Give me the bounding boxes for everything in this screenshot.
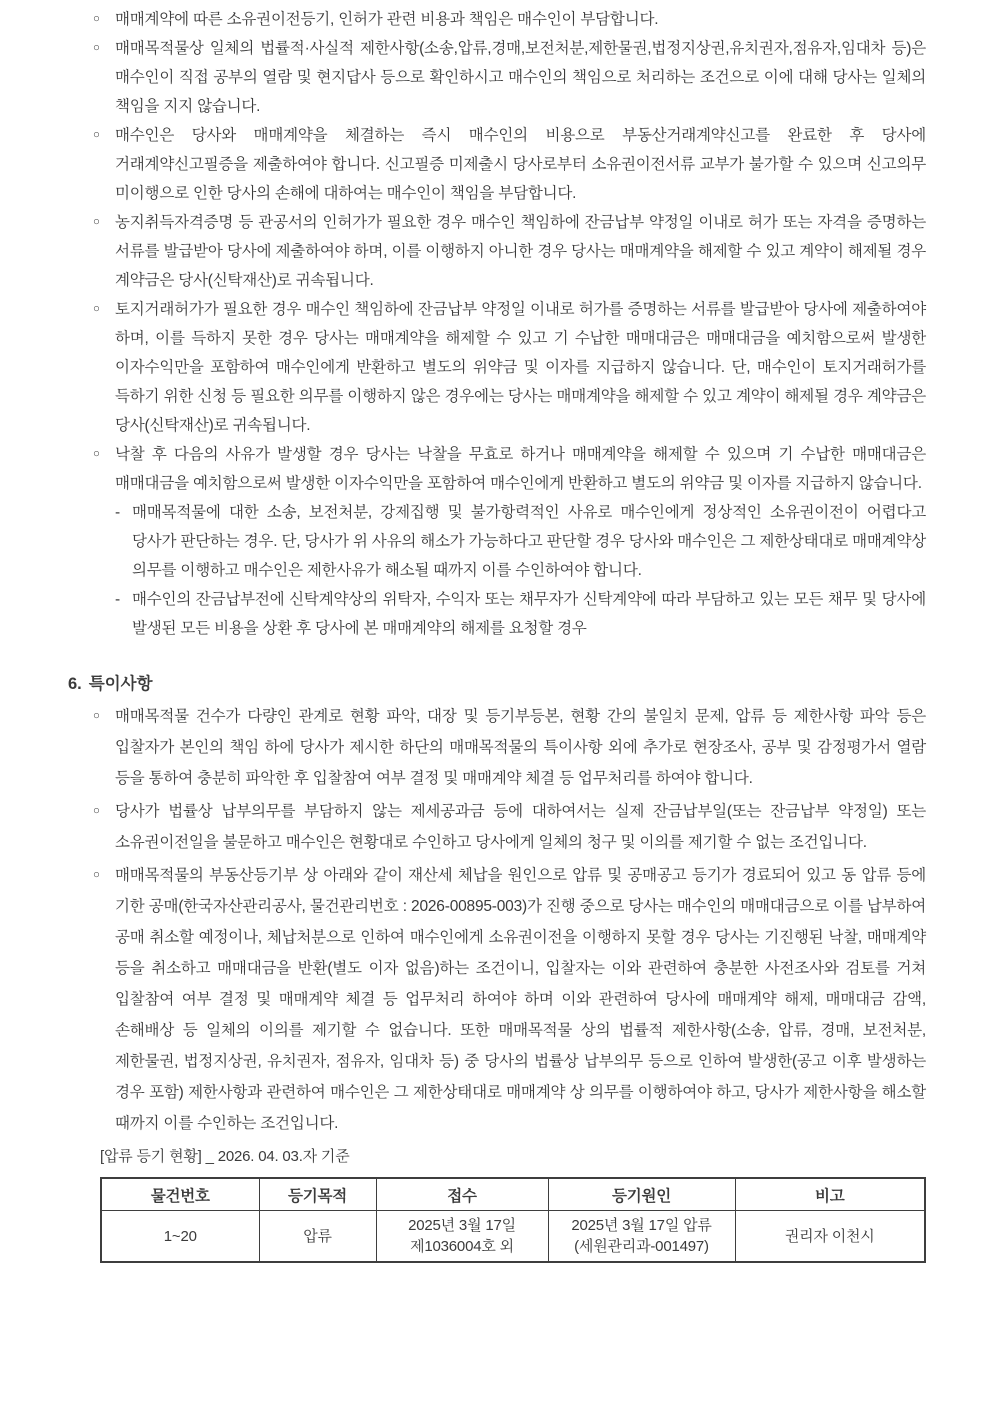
sub-list-item-text: 매수인의 잔금납부전에 신탁계약상의 위탁자, 수익자 또는 채무자가 신탁계약에 따라 부담하고 있는 모든 채무 및 당사에 발생된 모든 비용을 상환 후 당사에 본 매매계약의 해제를 요청할 경우 (132, 591, 926, 637)
list-item-text: 매매목적물의 부동산등기부 상 아래와 같이 재산세 체납을 원인으로 압류 및 공매공고 등기가 경료되어 있고 동 압류 등에 기한 공매(한국자산관리공사, 물건관리번호 : 2026-00895-003)가 진행 중으로 당사는 매수인의 매매대금으로 이를 납부하여 공매 취소할 예정이나, 체납처분으로 인하여 매수인에게 소유권이전을 이행하지 못할 경우 당사는 기진행된 낙찰, 매매계약 등을 취소하고 매매대금을 반환(별도 이자 없음)하는 조건이니, 입찰자는 이와 관련하여 충분한 사전조사와 검토를 거쳐 입찰참여 여부 결정 및 매매계약 체결 등 업무처리 하여야 하며 이와 관련하여 당사에 매매계약 해제, 매매대금 감액, 손해배상 등 일체의 이의를 제기할 수 없습니다. 또한 매매목적물 상의 법률적 제한사항(소송, 압류, 경매, 보전처분, 제한물권, 법정지상권, 유치권자, 점유자, 임대차 등) 중 당사의 법률상 납부의무 등으로 인하여 발생한(공고 이후 발생하는 경우 포함) 제한사항과 관련하여 매수인은 그 제한상태대로 매매계약 상 의무를 이행하여야 하고, 당사가 제한사항을 해소할 때까지 이를 수인하는 조건입니다. (115, 867, 926, 1132)
dash-bullet-icon: - (115, 504, 120, 521)
sub-list-item (68, 585, 926, 643)
cell-note: 권리자 이천시 (735, 1211, 925, 1263)
list-item-text: 토지거래허가가 필요한 경우 매수인 책임하에 잔금납부 약정일 이내로 허가를 증명하는 서류를 발급받아 당사에 제출하여야 하며, 이를 득하지 못한 경우 당사는 매매계약을 해제할 수 있고 기 수납한 매매대금은 매매대금을 예치함으로써 발생한 이자수익만을 포함하여 매수인에게 반환하고 별도의 위약금 및 이자를 지급하지 않습니다. 단, 매수인이 토지거래허가를 득하기 위한 신청 등 필요한 의무를 이행하지 않은 경우에는 당사는 매매계약을 해제할 수 있고 계약이 해제될 경우 계약금은 당사(신탁재산)로 귀속됩니다. (115, 301, 926, 434)
col-header-note: 비고 (735, 1178, 925, 1211)
cell-item-no: 1~20 (101, 1211, 259, 1263)
table-row (101, 1211, 925, 1263)
seizure-registry-table (100, 1177, 926, 1263)
list-item (68, 796, 926, 858)
attachment-caption: [압류 등기 현황] _ 2026. 04. 03.자 기준 (100, 1148, 350, 1165)
list-item-text: 매매목적물상 일체의 법률적·사실적 제한사항(소송,압류,경매,보전처분,제한물권,법정지상권,유치권자,점유자,임대차 등)은 매수인이 직접 공부의 열람 및 현지답사 등으로 확인하시고 매수인의 책임으로 처리하는 조건으로 이에 대해 당사는 일체의 책임을 지지 않습니다. (115, 40, 926, 115)
list-item (68, 701, 926, 794)
list-item (68, 860, 926, 1139)
circle-bullet-icon: ○ (93, 869, 100, 881)
cell-receipt (376, 1211, 548, 1263)
list-item-text: 낙찰 후 다음의 사유가 발생할 경우 당사는 낙찰을 무효로 하거나 매매계약을 해제할 수 있으며 기 수납한 매매대금은 매매대금을 예치함으로써 발생한 이자수익만을 포함하여 매수인에게 반환하고 별도의 위약금 및 이자를 지급하지 않습니다. (115, 446, 926, 492)
general-terms-list (68, 5, 926, 643)
col-header-item-no: 물건번호 (101, 1178, 259, 1211)
cell-purpose: 압류 (259, 1211, 376, 1263)
list-item (68, 5, 926, 34)
circle-bullet-icon: ○ (93, 42, 100, 54)
section-heading (68, 669, 926, 699)
cell-receipt-line1: 2025년 3월 17일 (408, 1217, 516, 1234)
cell-cause-line1: 2025년 3월 17일 압류 (571, 1217, 712, 1234)
circle-bullet-icon: ○ (93, 448, 100, 460)
circle-bullet-icon: ○ (93, 805, 100, 817)
section-number: 6. (68, 675, 82, 693)
section-title: 특이사항 (88, 675, 153, 693)
list-item (68, 295, 926, 440)
list-item (68, 121, 926, 208)
sub-list-item-text: 매매목적물에 대한 소송, 보전처분, 강제집행 및 불가항력적인 사유로 매수인에게 정상적인 소유권이전이 어렵다고 당사가 판단하는 경우. 단, 당사가 위 사유의 해소가 가능하다고 판단할 경우 당사와 매수인은 그 제한상태대로 매매계약상 의무를 이행하고 매수인은 제한사유가 해소될 때까지 이를 수인하여야 합니다. (132, 504, 926, 579)
cell-receipt-line2: 제1036004호 외 (410, 1238, 514, 1255)
circle-bullet-icon: ○ (93, 129, 100, 141)
col-header-receipt: 접수 (376, 1178, 548, 1211)
cell-cause (548, 1211, 735, 1263)
sub-list-item (68, 498, 926, 585)
list-item-text: 당사가 법률상 납부의무를 부담하지 않는 제세공과금 등에 대하여서는 실제 잔금납부일(또는 잔금납부 약정일) 또는 소유권이전일을 불문하고 매수인은 현황대로 수인하고 당사에게 일체의 청구 및 이의를 제기할 수 없는 조건입니다. (115, 803, 926, 851)
dash-bullet-icon: - (115, 591, 120, 608)
cell-cause-line2: (세원관리과-001497) (574, 1238, 709, 1255)
list-item-text: 매수인은 당사와 매매계약을 체결하는 즉시 매수인의 비용으로 부동산거래계약신고를 완료한 후 당사에 거래계약신고필증을 제출하여야 합니다. 신고필증 미제출시 당사로부터 소유권이전서류 교부가 불가할 수 있으며 신고의무 미이행으로 인한 당사의 손해에 대하여는 매수인이 책임을 부담합니다. (115, 127, 926, 202)
list-item-text: 매매목적물 건수가 다량인 관계로 현황 파악, 대장 및 등기부등본, 현황 간의 불일치 문제, 압류 등 제한사항 파악 등은 입찰자가 본인의 책임 하에 당사가 제시한 하단의 매매목적물의 특이사항 외에 추가로 현장조사, 공부 및 감정평가서 열람 등을 통하여 충분히 파악한 후 입찰참여 여부 결정 및 매매계약 체결 등 업무처리를 하여야 합니다. (115, 708, 926, 787)
list-item (68, 208, 926, 295)
circle-bullet-icon: ○ (93, 13, 100, 25)
col-header-cause: 등기원인 (548, 1178, 735, 1211)
col-header-purpose: 등기목적 (259, 1178, 376, 1211)
table-header-row (101, 1178, 925, 1211)
circle-bullet-icon: ○ (93, 216, 100, 228)
section-special-terms (68, 669, 926, 1263)
list-item (68, 34, 926, 121)
circle-bullet-icon: ○ (93, 303, 100, 315)
list-item-text: 농지취득자격증명 등 관공서의 인허가가 필요한 경우 매수인 책임하에 잔금납부 약정일 이내로 허가 또는 자격을 증명하는 서류를 발급받아 당사에 제출하여야 하며, 이를 이행하지 아니한 경우 당사는 매매계약을 해제할 수 있고 계약이 해제될 경우 계약금은 당사(신탁재산)로 귀속됩니다. (115, 214, 926, 289)
list-item-text: 매매계약에 따른 소유권이전등기, 인허가 관련 비용과 책임은 매수인이 부담합니다. (115, 11, 659, 28)
list-item (68, 440, 926, 498)
circle-bullet-icon: ○ (93, 710, 100, 722)
